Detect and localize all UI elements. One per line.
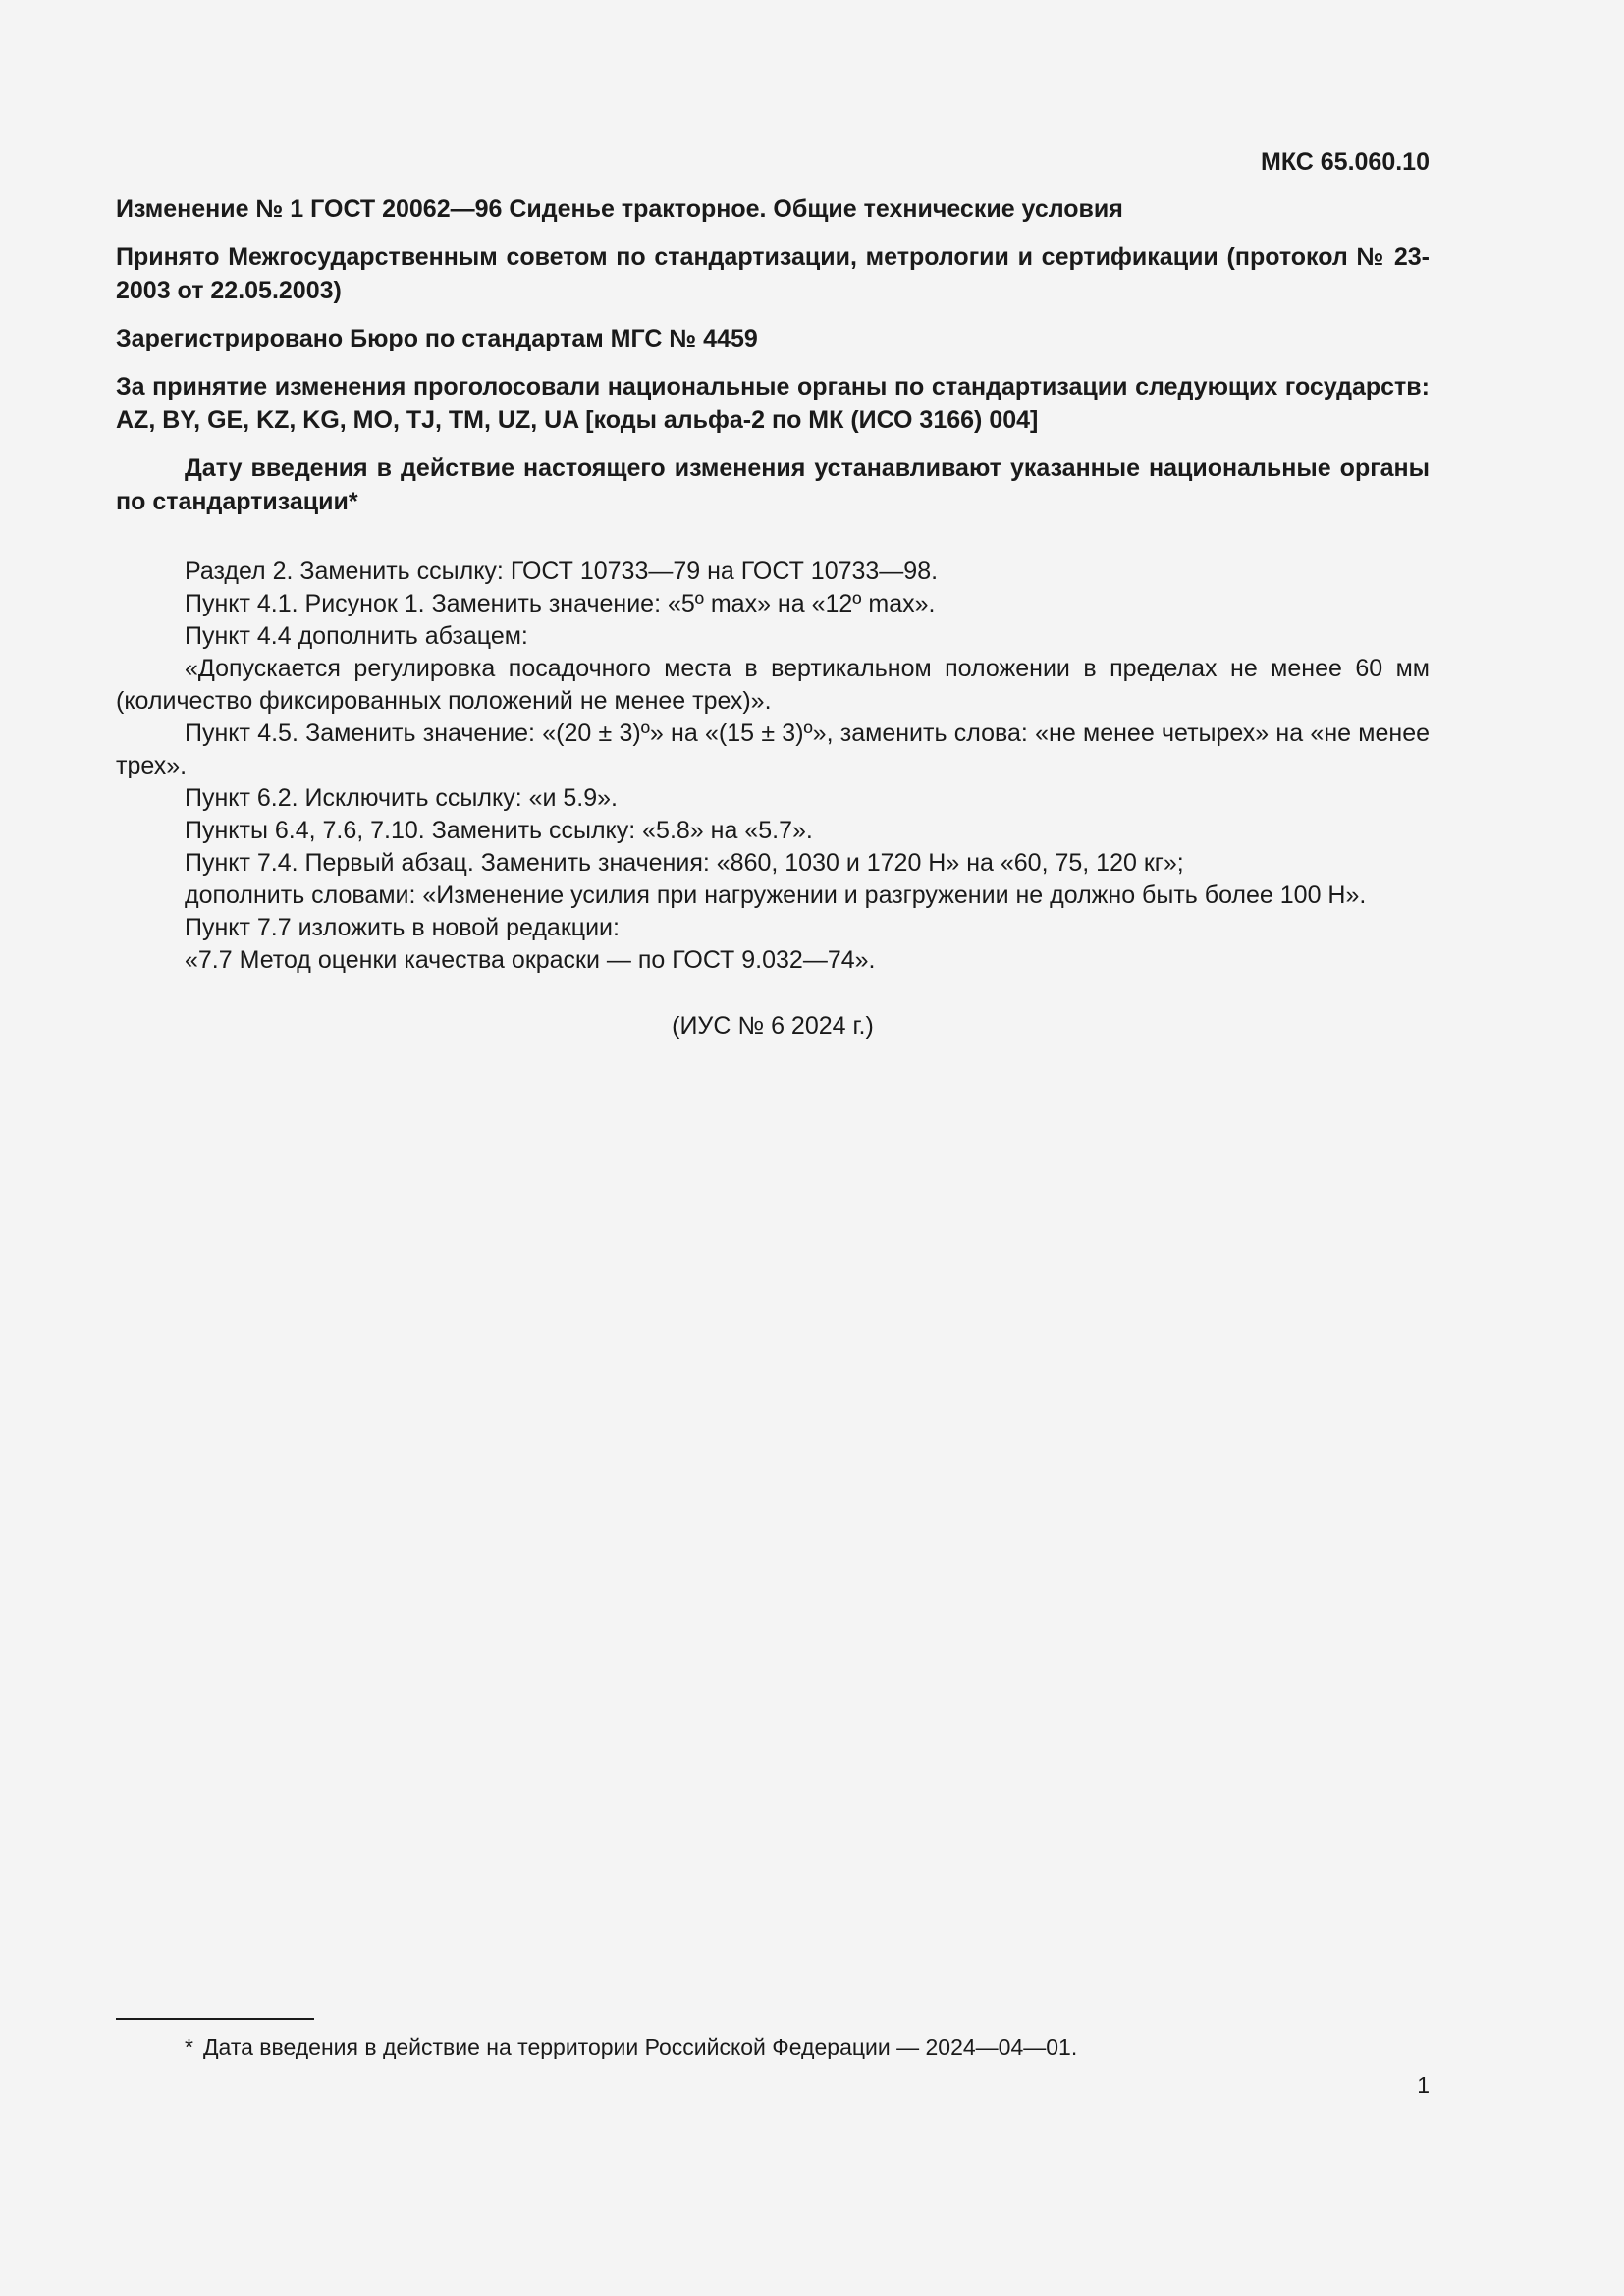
classification-code: МКС 65.060.10 <box>1261 148 1430 176</box>
amendment-body <box>116 556 1430 977</box>
page-number: 1 <box>1417 2072 1430 2098</box>
amendment-paragraph: Раздел 2. Заменить ссылку: ГОСТ 10733—79 на ГОСТ 10733—98. <box>185 558 939 585</box>
amendment-paragraph: Пункт 4.4 дополнить абзацем: <box>185 622 528 650</box>
voting-statement: За принятие изменения проголосовали национальные органы по стандартизации следующих государств: AZ, BY, GE, KZ, KG, MO, TJ, TM, UZ, UA [коды альфа-2 по МК (ИСО 3166) 004] <box>116 373 1430 434</box>
amendment-paragraph: «7.7 Метод оценки качества окраски — по ГОСТ 9.032—74». <box>185 946 876 974</box>
amendment-paragraph: Пункт 7.4. Первый абзац. Заменить значения: «860, 1030 и 1720 Н» на «60, 75, 120 кг»; <box>185 849 1184 877</box>
adopted-statement: Принято Межгосударственным советом по стандартизации, метрологии и сертификации (протокол № 23-2003 от 22.05.2003) <box>116 243 1430 304</box>
footnote <box>185 2031 1422 2062</box>
registration-statement: Зарегистрировано Бюро по стандартам МГС № 4459 <box>116 325 758 352</box>
amendment-paragraph: Пункт 7.7 изложить в новой редакции: <box>185 914 620 941</box>
footnote-text: Дата введения в действие на территории Российской Федерации — 2024—04—01. <box>202 2034 1078 2059</box>
amendment-paragraph: Пункты 6.4, 7.6, 7.10. Заменить ссылку: «5.8» на «5.7». <box>185 817 813 844</box>
effective-date-statement: Дату введения в действие настоящего изменения устанавливают указанные национальные органы по стандартизации* <box>116 454 1430 515</box>
document-page <box>116 145 1430 1042</box>
amendment-title: Изменение № 1 ГОСТ 20062—96 Сиденье тракторное. Общие технические условия <box>116 195 1123 223</box>
amendment-paragraph: Пункт 4.1. Рисунок 1. Заменить значение: «5º max» на «12º max». <box>185 590 936 617</box>
amendment-paragraph: дополнить словами: «Изменение усилия при нагружении и разгружении не должно быть более 100 Н». <box>185 881 1367 909</box>
ius-reference: (ИУС № 6 2024 г.) <box>672 1012 874 1040</box>
amendment-paragraph: Пункт 6.2. Исключить ссылку: «и 5.9». <box>185 784 619 812</box>
footnote-divider <box>116 2018 314 2020</box>
amendment-paragraph: «Допускается регулировка посадочного места в вертикальном положении в пределах не менее 60 мм (количество фиксированных положений не менее трех)». <box>116 655 1430 715</box>
amendment-paragraph: Пункт 4.5. Заменить значение: «(20 ± 3)º» на «(15 ± 3)º», заменить слова: «не менее четырех» на «не менее трех». <box>116 720 1430 779</box>
footnote-marker: * <box>185 2034 193 2059</box>
